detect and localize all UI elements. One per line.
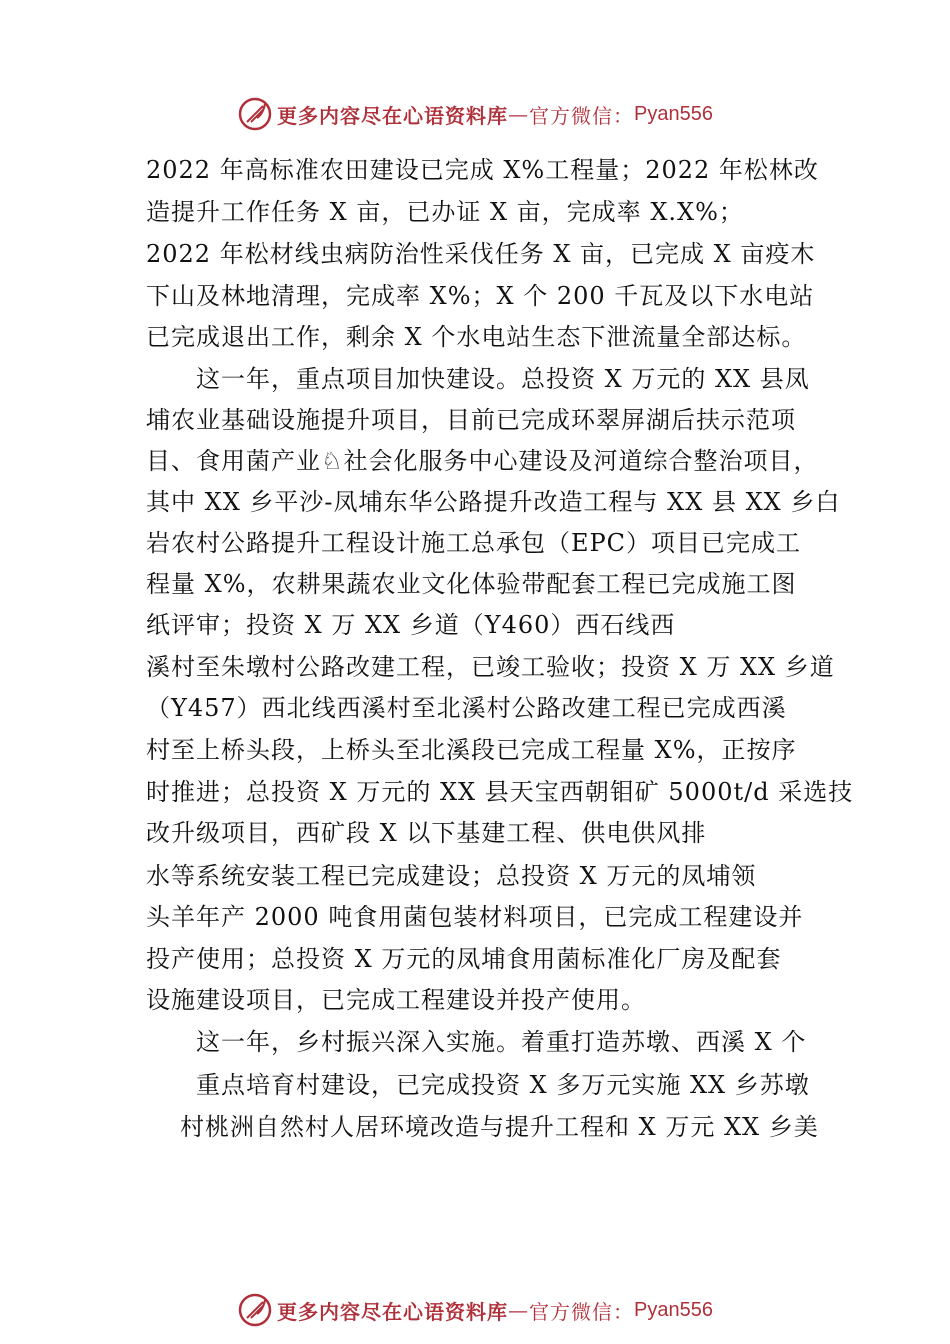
- text-line: 头羊年产 2000 吨食用菌包装材料项目，已完成工程建设并: [146, 903, 804, 931]
- text-line: 2022 年高标准农田建设已完成 X%工程量；2022 年松林改: [146, 156, 819, 184]
- text-line: 水等系统安装工程已完成建设；总投资 X 万元的凤埔领: [146, 862, 757, 890]
- header-watermark-banner: [0, 94, 950, 134]
- text-line: 已完成退出工作，剩余 X 个水电站生态下泄流量全部达标。: [146, 323, 807, 351]
- banner-separator: —: [508, 1298, 530, 1322]
- footer-watermark-banner: [0, 1290, 950, 1330]
- banner-wechat-id: Pyan556: [634, 102, 713, 125]
- banner-wechat-label: 官方微信：: [529, 1299, 635, 1324]
- banner-main-text: 更多内容尽在心语资料库: [277, 1299, 509, 1324]
- text-line: 其中 XX 乡平沙-凤埔东华公路提升改造工程与 XX 县 XX 乡白: [146, 488, 841, 516]
- text-line: 改升级项目，西矿段 X 以下基建工程、供电供风排: [146, 819, 707, 847]
- text-line: 程量 X%，农耕果蔬农业文化体验带配套工程已完成施工图: [146, 570, 797, 598]
- text-line: （Y457）西北线西溪村至北溪村公路改建工程已完成西溪: [146, 694, 787, 722]
- text-line: 村至上桥头段，上桥头至北溪段已完成工程量 X%，正按序: [146, 736, 797, 764]
- text-line: 这一年，乡村振兴深入实施。着重打造苏墩、西溪 X 个: [196, 1028, 807, 1056]
- text-line: 下山及林地清理，完成率 X%；X 个 200 千瓦及以下水电站: [146, 282, 815, 310]
- text-line: 纸评审；投资 X 万 XX 乡道（Y460）西石线西: [146, 611, 676, 639]
- banner-separator: —: [508, 102, 530, 126]
- quill-logo-icon: [237, 1292, 273, 1328]
- text-line: 投产使用；总投资 X 万元的凤埔食用菌标准化厂房及配套: [146, 945, 782, 973]
- banner-wechat-id: Pyan556: [634, 1298, 713, 1321]
- text-line: 造提升工作任务 X 亩，已办证 X 亩，完成率 X.X%；: [146, 198, 744, 226]
- text-line: 这一年，重点项目加快建设。总投资 X 万元的 XX 县凤: [196, 365, 810, 393]
- text-line: 时推进；总投资 X 万元的 XX 县天宝西朝钼矿 5000t/d 采选技: [146, 778, 854, 806]
- text-line: 2022 年松材线虫病防治性采伐任务 X 亩，已完成 X 亩疫木: [146, 240, 816, 268]
- banner-main-text: 更多内容尽在心语资料库: [277, 103, 509, 128]
- text-line: 重点培育村建设，已完成投资 X 多万元实施 XX 乡苏墩: [196, 1071, 810, 1099]
- text-line: 溪村至朱墩村公路改建工程，已竣工验收；投资 X 万 XX 乡道: [146, 653, 835, 681]
- quill-logo-icon: [237, 96, 273, 132]
- text-line: 岩农村公路提升工程设计施工总承包（EPC）项目已完成工: [146, 529, 802, 557]
- text-line: 埔农业基础设施提升项目，目前已完成环翠屏湖后扶示范项: [146, 406, 796, 434]
- text-line: 设施建设项目，已完成工程建设并投产使用。: [146, 986, 646, 1014]
- text-line: 目、食用菌产业♘社会化服务中心建设及河道综合整治项目，: [146, 447, 819, 475]
- banner-wechat-label: 官方微信：: [529, 103, 635, 128]
- text-line: 村桃洲自然村人居环境改造与提升工程和 X 万元 XX 乡美: [180, 1113, 819, 1141]
